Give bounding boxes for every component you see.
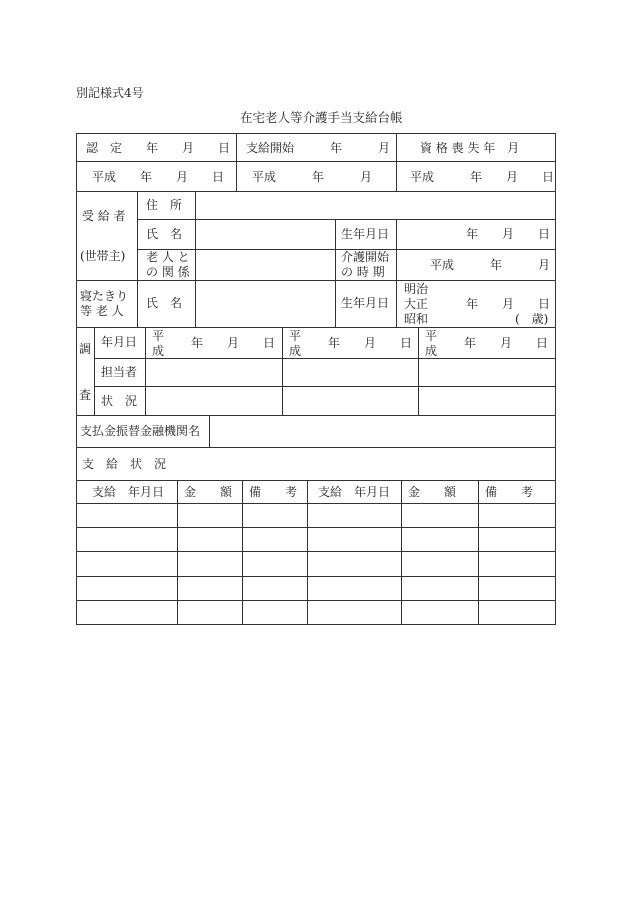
payment-cell[interactable] — [405, 533, 474, 545]
payment-cell[interactable] — [80, 533, 173, 545]
payment-header-amount-1: 金 額 — [184, 485, 233, 499]
jusho-label: 住 所 — [146, 198, 183, 212]
shikyu-kaishi-date-field[interactable]: 平成 年 月 — [252, 170, 373, 184]
payment-cell[interactable] — [482, 582, 552, 594]
payment-cell[interactable] — [311, 533, 397, 545]
chosa-nengappi-label: 年月日 — [101, 335, 138, 349]
setainushi-label: (世帯主) — [80, 249, 126, 263]
shikaku-soshitsu-date-field[interactable]: 平成 年 月 日 — [410, 170, 555, 184]
rojin-kankei-label-2: の 関 係 — [146, 265, 190, 279]
payment-cell[interactable] — [246, 509, 303, 521]
shikyu-jokyo-label: 支 給 状 況 — [82, 457, 167, 471]
payment-header-amount-2: 金 額 — [408, 485, 457, 499]
rojin-kankei-label-1: 老 人 と — [146, 250, 190, 264]
payment-header-notes-1: 備 考 — [249, 485, 298, 499]
payment-cell[interactable] — [405, 606, 474, 619]
chosa-1-sei: 成 — [152, 344, 165, 358]
netakiri-shimei-label: 氏 名 — [146, 296, 183, 310]
form-number: 別記様式4号 — [76, 86, 144, 100]
payment-cell[interactable] — [181, 582, 238, 594]
jokyo-label: 状 況 — [101, 394, 138, 408]
payment-cell[interactable] — [482, 557, 552, 570]
era-meiji: 明治 — [404, 282, 429, 296]
payment-cell[interactable] — [246, 557, 303, 570]
payment-cell[interactable] — [482, 533, 552, 545]
payment-cell[interactable] — [405, 557, 474, 570]
payment-cell[interactable] — [80, 509, 173, 521]
kaigo-kaishi-label-1: 介護開始 — [341, 250, 390, 264]
payment-cell[interactable] — [80, 582, 173, 594]
payment-cell[interactable] — [181, 509, 238, 521]
payment-header-notes-2: 備 考 — [485, 485, 534, 499]
payment-cell[interactable] — [311, 606, 397, 619]
payment-cell[interactable] — [246, 533, 303, 545]
payment-cell[interactable] — [405, 509, 474, 521]
payment-cell[interactable] — [311, 557, 397, 570]
page-title: 在宅老人等介護手当支給台帳 — [240, 110, 403, 125]
chosa-3-hei: 平 — [425, 329, 438, 343]
payment-cell[interactable] — [181, 533, 238, 545]
netakiri-label-2: 等 老 人 — [80, 304, 124, 318]
chosa-1-date-field[interactable]: 年 月 日 — [191, 336, 276, 350]
netakiri-seinengappi-label: 生年月日 — [341, 296, 390, 310]
netakiri-label-1: 寝たきり — [80, 289, 129, 303]
chosa-3-date-field[interactable]: 年 月 日 — [464, 336, 549, 350]
shikaku-soshitsu-label: 資 格 喪 失 年 月 — [420, 141, 520, 155]
jukyusha-shimei-label: 氏 名 — [146, 227, 183, 241]
kaigo-kaishi-field[interactable]: 平成 年 月 — [430, 258, 551, 272]
chosa-label-1: 調 — [79, 342, 92, 356]
payment-cell[interactable] — [181, 557, 238, 570]
nintei-label: 認 定 年 月 日 — [86, 141, 231, 155]
chosa-2-date-field[interactable]: 年 月 日 — [328, 336, 413, 350]
tantosha-label: 担当者 — [101, 365, 138, 379]
shikyu-kaishi-label: 支給開始 年 月 — [246, 141, 391, 155]
payment-cell[interactable] — [311, 509, 397, 521]
era-taisho: 大正 — [404, 297, 429, 311]
payment-cell[interactable] — [311, 582, 397, 594]
jukyusha-seinengappi-label: 生年月日 — [341, 227, 390, 241]
nintei-date-field[interactable]: 平成 年 月 日 — [92, 170, 225, 184]
era-showa: 昭和 — [404, 312, 429, 326]
payment-header-date-1: 支給 年月日 — [92, 485, 165, 499]
payment-cell[interactable] — [80, 557, 173, 570]
payment-cell[interactable] — [181, 606, 238, 619]
payment-cell[interactable] — [405, 582, 474, 594]
payment-cell[interactable] — [80, 606, 173, 619]
chosa-1-hei: 平 — [152, 329, 165, 343]
chosa-2-sei: 成 — [289, 344, 302, 358]
bank-label: 支払金振替金融機関名 — [80, 424, 201, 438]
payment-cell[interactable] — [246, 582, 303, 594]
chosa-3-sei: 成 — [425, 344, 438, 358]
payment-cell[interactable] — [246, 606, 303, 619]
jukyusha-seinengappi-field[interactable]: 年 月 日 — [466, 227, 551, 241]
chosa-label-2: 査 — [79, 388, 92, 402]
payment-header-date-2: 支給 年月日 — [318, 485, 391, 499]
netakiri-seinengappi-field[interactable]: 年 月 日 — [466, 297, 551, 311]
jukyusha-label: 受 給 者 — [82, 209, 126, 223]
payment-cell[interactable] — [482, 606, 552, 619]
payment-cell[interactable] — [482, 509, 552, 521]
kaigo-kaishi-label-2: の 時 期 — [341, 265, 385, 279]
netakiri-age-field[interactable]: ( 歳) — [515, 312, 549, 326]
chosa-2-hei: 平 — [289, 329, 302, 343]
